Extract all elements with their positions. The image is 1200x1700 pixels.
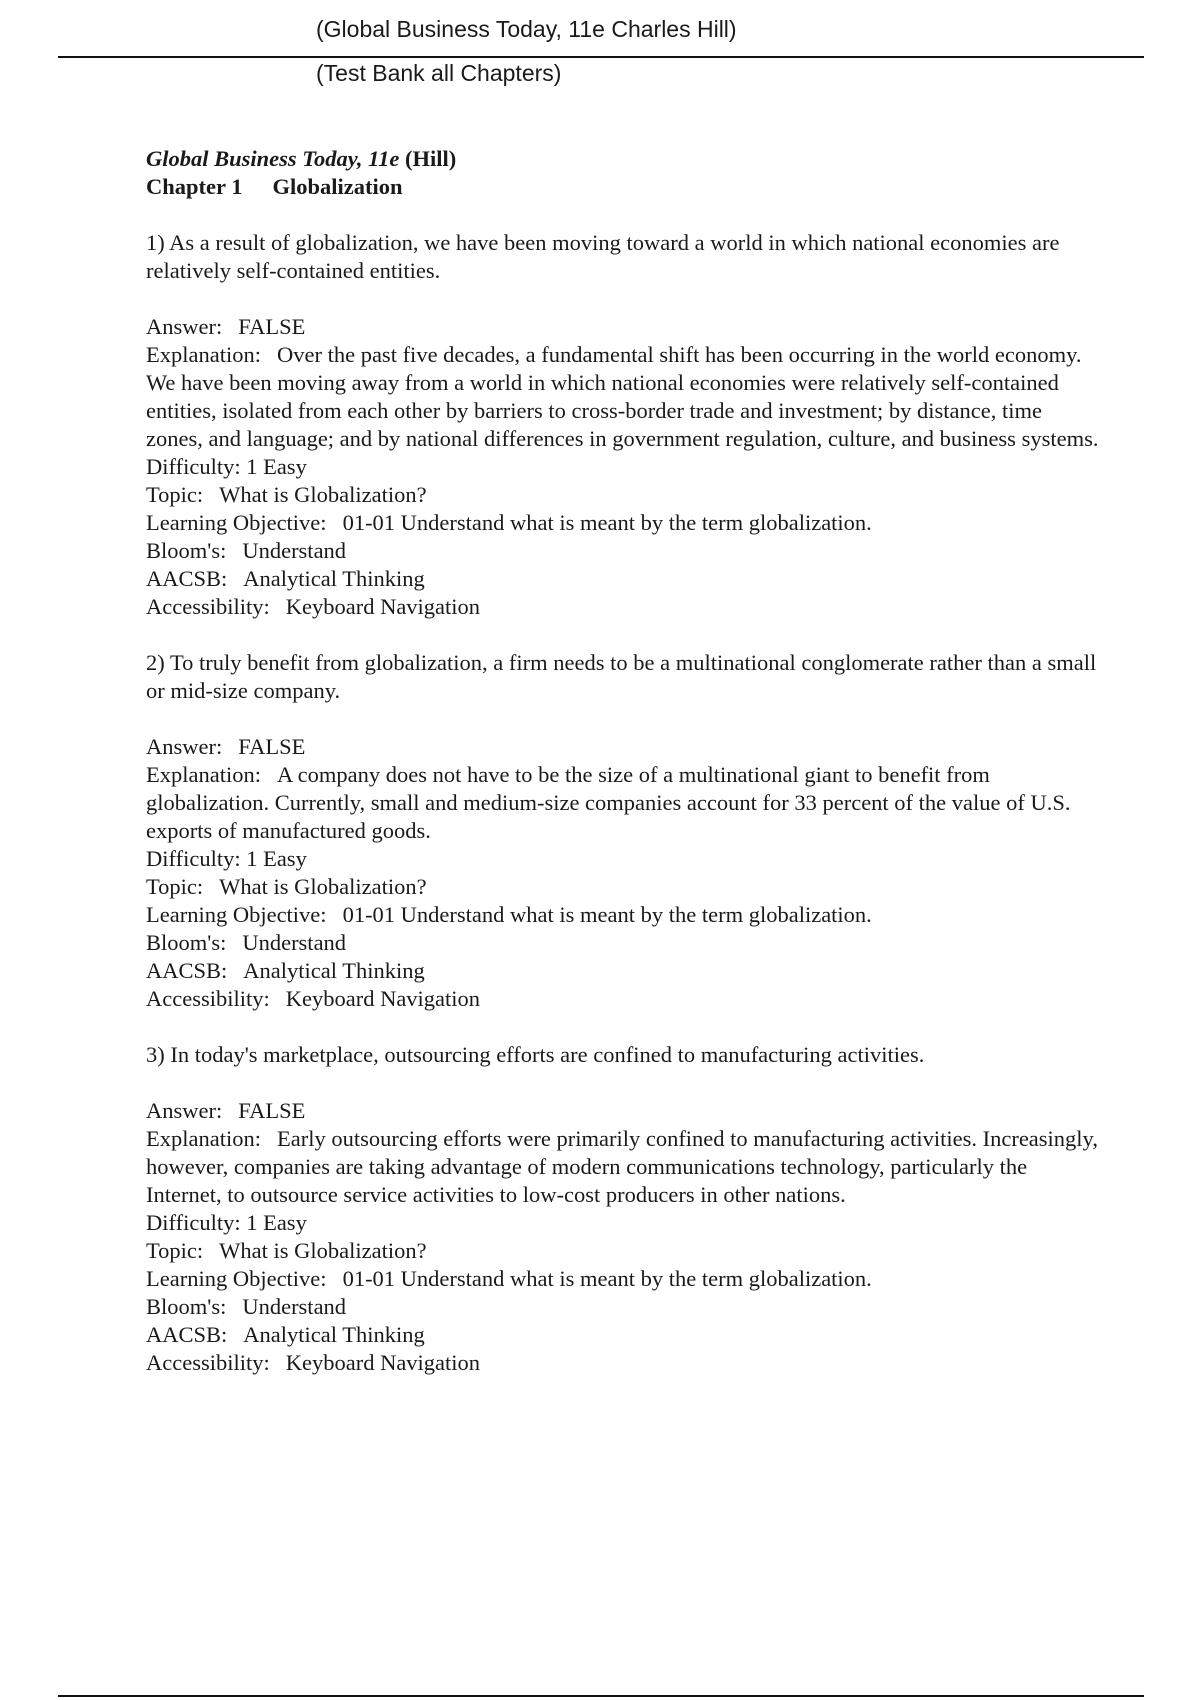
answer-label: Answer:	[146, 314, 223, 339]
topic-label: Topic:	[146, 1238, 204, 1263]
blooms-label: Bloom's:	[146, 930, 227, 955]
chapter-label: Chapter 1	[146, 174, 243, 199]
explanation-line	[146, 1125, 1101, 1209]
blooms-line	[146, 929, 1101, 957]
difficulty-value: 1 Easy	[246, 1210, 307, 1235]
learning-objective-line	[146, 509, 1101, 537]
learning-objective-value: 01-01 Understand what is meant by the term globalization.	[342, 510, 872, 535]
blooms-label: Bloom's:	[146, 538, 227, 563]
difficulty-line	[146, 1209, 1101, 1237]
accessibility-line	[146, 1349, 1101, 1377]
question-item	[146, 229, 1101, 621]
question-text: 2) To truly benefit from globalization, a firm needs to be a multinational conglomerate rather than a small or mid-size company.	[146, 650, 1097, 703]
blooms-label: Bloom's:	[146, 1294, 227, 1319]
difficulty-line	[146, 453, 1101, 481]
blooms-line	[146, 537, 1101, 565]
explanation-text: Over the past five decades, a fundamental shift has been occurring in the world economy. We have been moving away from a world in which national economies were relatively self-contained entities, isolated from each other by barriers to cross-border trade and investment; by distance, time zones, and language; and by national differences in government regulation, culture, and business systems.	[146, 342, 1099, 451]
question-text: 1) As a result of globalization, we have been moving toward a world in which national economies are relatively self-contained entities.	[146, 230, 1060, 283]
answer-value: FALSE	[238, 314, 306, 339]
answer-value: FALSE	[238, 734, 306, 759]
answer-line	[146, 1097, 1101, 1125]
learning-objective-line	[146, 901, 1101, 929]
aacsb-label: AACSB:	[146, 1322, 228, 1347]
question-item	[146, 1041, 1101, 1377]
explanation-text: A company does not have to be the size of a multinational giant to benefit from globalization. Currently, small and medium-size companies account for 33 percent of the value of U.S. exports of manufactured goods.	[146, 762, 1071, 843]
aacsb-line	[146, 1321, 1101, 1349]
book-title-author: (Hill)	[405, 146, 457, 171]
topic-value: What is Globalization?	[219, 874, 427, 899]
answer-value: FALSE	[238, 1098, 306, 1123]
difficulty-label: Difficulty:	[146, 454, 241, 479]
difficulty-value: 1 Easy	[246, 846, 307, 871]
accessibility-label: Accessibility:	[146, 1350, 270, 1375]
learning-objective-label: Learning Objective:	[146, 510, 327, 535]
answer-label: Answer:	[146, 1098, 223, 1123]
explanation-text: Early outsourcing efforts were primarily confined to manufacturing activities. Increasingly, however, companies are taking advantage of modern communications technology, particularly the Internet, to outsource service activities to low-cost producers in other nations.	[146, 1126, 1098, 1207]
topic-line	[146, 481, 1101, 509]
running-header-subtitle: (Test Bank all Chapters)	[316, 60, 562, 86]
aacsb-value: Analytical Thinking	[243, 958, 425, 983]
accessibility-value: Keyboard Navigation	[285, 1350, 481, 1375]
aacsb-line	[146, 565, 1101, 593]
blooms-value: Understand	[242, 538, 347, 563]
learning-objective-label: Learning Objective:	[146, 902, 327, 927]
explanation-label: Explanation:	[146, 1126, 261, 1151]
learning-objective-label: Learning Objective:	[146, 1266, 327, 1291]
accessibility-line	[146, 593, 1101, 621]
topic-value: What is Globalization?	[219, 1238, 427, 1263]
chapter-heading	[146, 173, 1101, 201]
difficulty-line	[146, 845, 1101, 873]
difficulty-label: Difficulty:	[146, 1210, 241, 1235]
topic-label: Topic:	[146, 482, 204, 507]
header-rule	[58, 56, 1144, 58]
question-item	[146, 649, 1101, 1013]
learning-objective-line	[146, 1265, 1101, 1293]
blooms-line	[146, 1293, 1101, 1321]
accessibility-value: Keyboard Navigation	[285, 986, 481, 1011]
accessibility-label: Accessibility:	[146, 594, 270, 619]
difficulty-value: 1 Easy	[246, 454, 307, 479]
footer-rule	[58, 1695, 1144, 1697]
topic-value: What is Globalization?	[219, 482, 427, 507]
topic-line	[146, 1237, 1101, 1265]
topic-line	[146, 873, 1101, 901]
answer-line	[146, 313, 1101, 341]
learning-objective-value: 01-01 Understand what is meant by the term globalization.	[342, 1266, 872, 1291]
question-spacer	[146, 1013, 1101, 1041]
answer-line	[146, 733, 1101, 761]
aacsb-label: AACSB:	[146, 566, 228, 591]
explanation-label: Explanation:	[146, 762, 261, 787]
aacsb-line	[146, 957, 1101, 985]
book-title-italic: Global Business Today, 11e	[146, 146, 400, 171]
answer-label: Answer:	[146, 734, 223, 759]
book-title	[146, 145, 1101, 173]
explanation-line	[146, 761, 1101, 845]
aacsb-value: Analytical Thinking	[243, 1322, 425, 1347]
question-spacer	[146, 621, 1101, 649]
accessibility-label: Accessibility:	[146, 986, 270, 1011]
question-text: 3) In today's marketplace, outsourcing efforts are confined to manufacturing activities.	[146, 1042, 925, 1067]
aacsb-label: AACSB:	[146, 958, 228, 983]
learning-objective-value: 01-01 Understand what is meant by the term globalization.	[342, 902, 872, 927]
explanation-label: Explanation:	[146, 342, 261, 367]
topic-label: Topic:	[146, 874, 204, 899]
blooms-value: Understand	[242, 930, 347, 955]
blooms-value: Understand	[242, 1294, 347, 1319]
accessibility-value: Keyboard Navigation	[285, 594, 481, 619]
document-body	[146, 145, 1101, 1377]
chapter-name: Globalization	[272, 174, 403, 199]
explanation-line	[146, 341, 1101, 453]
aacsb-value: Analytical Thinking	[243, 566, 425, 591]
difficulty-label: Difficulty:	[146, 846, 241, 871]
accessibility-line	[146, 985, 1101, 1013]
running-header-title: (Global Business Today, 11e Charles Hill)	[316, 16, 737, 42]
